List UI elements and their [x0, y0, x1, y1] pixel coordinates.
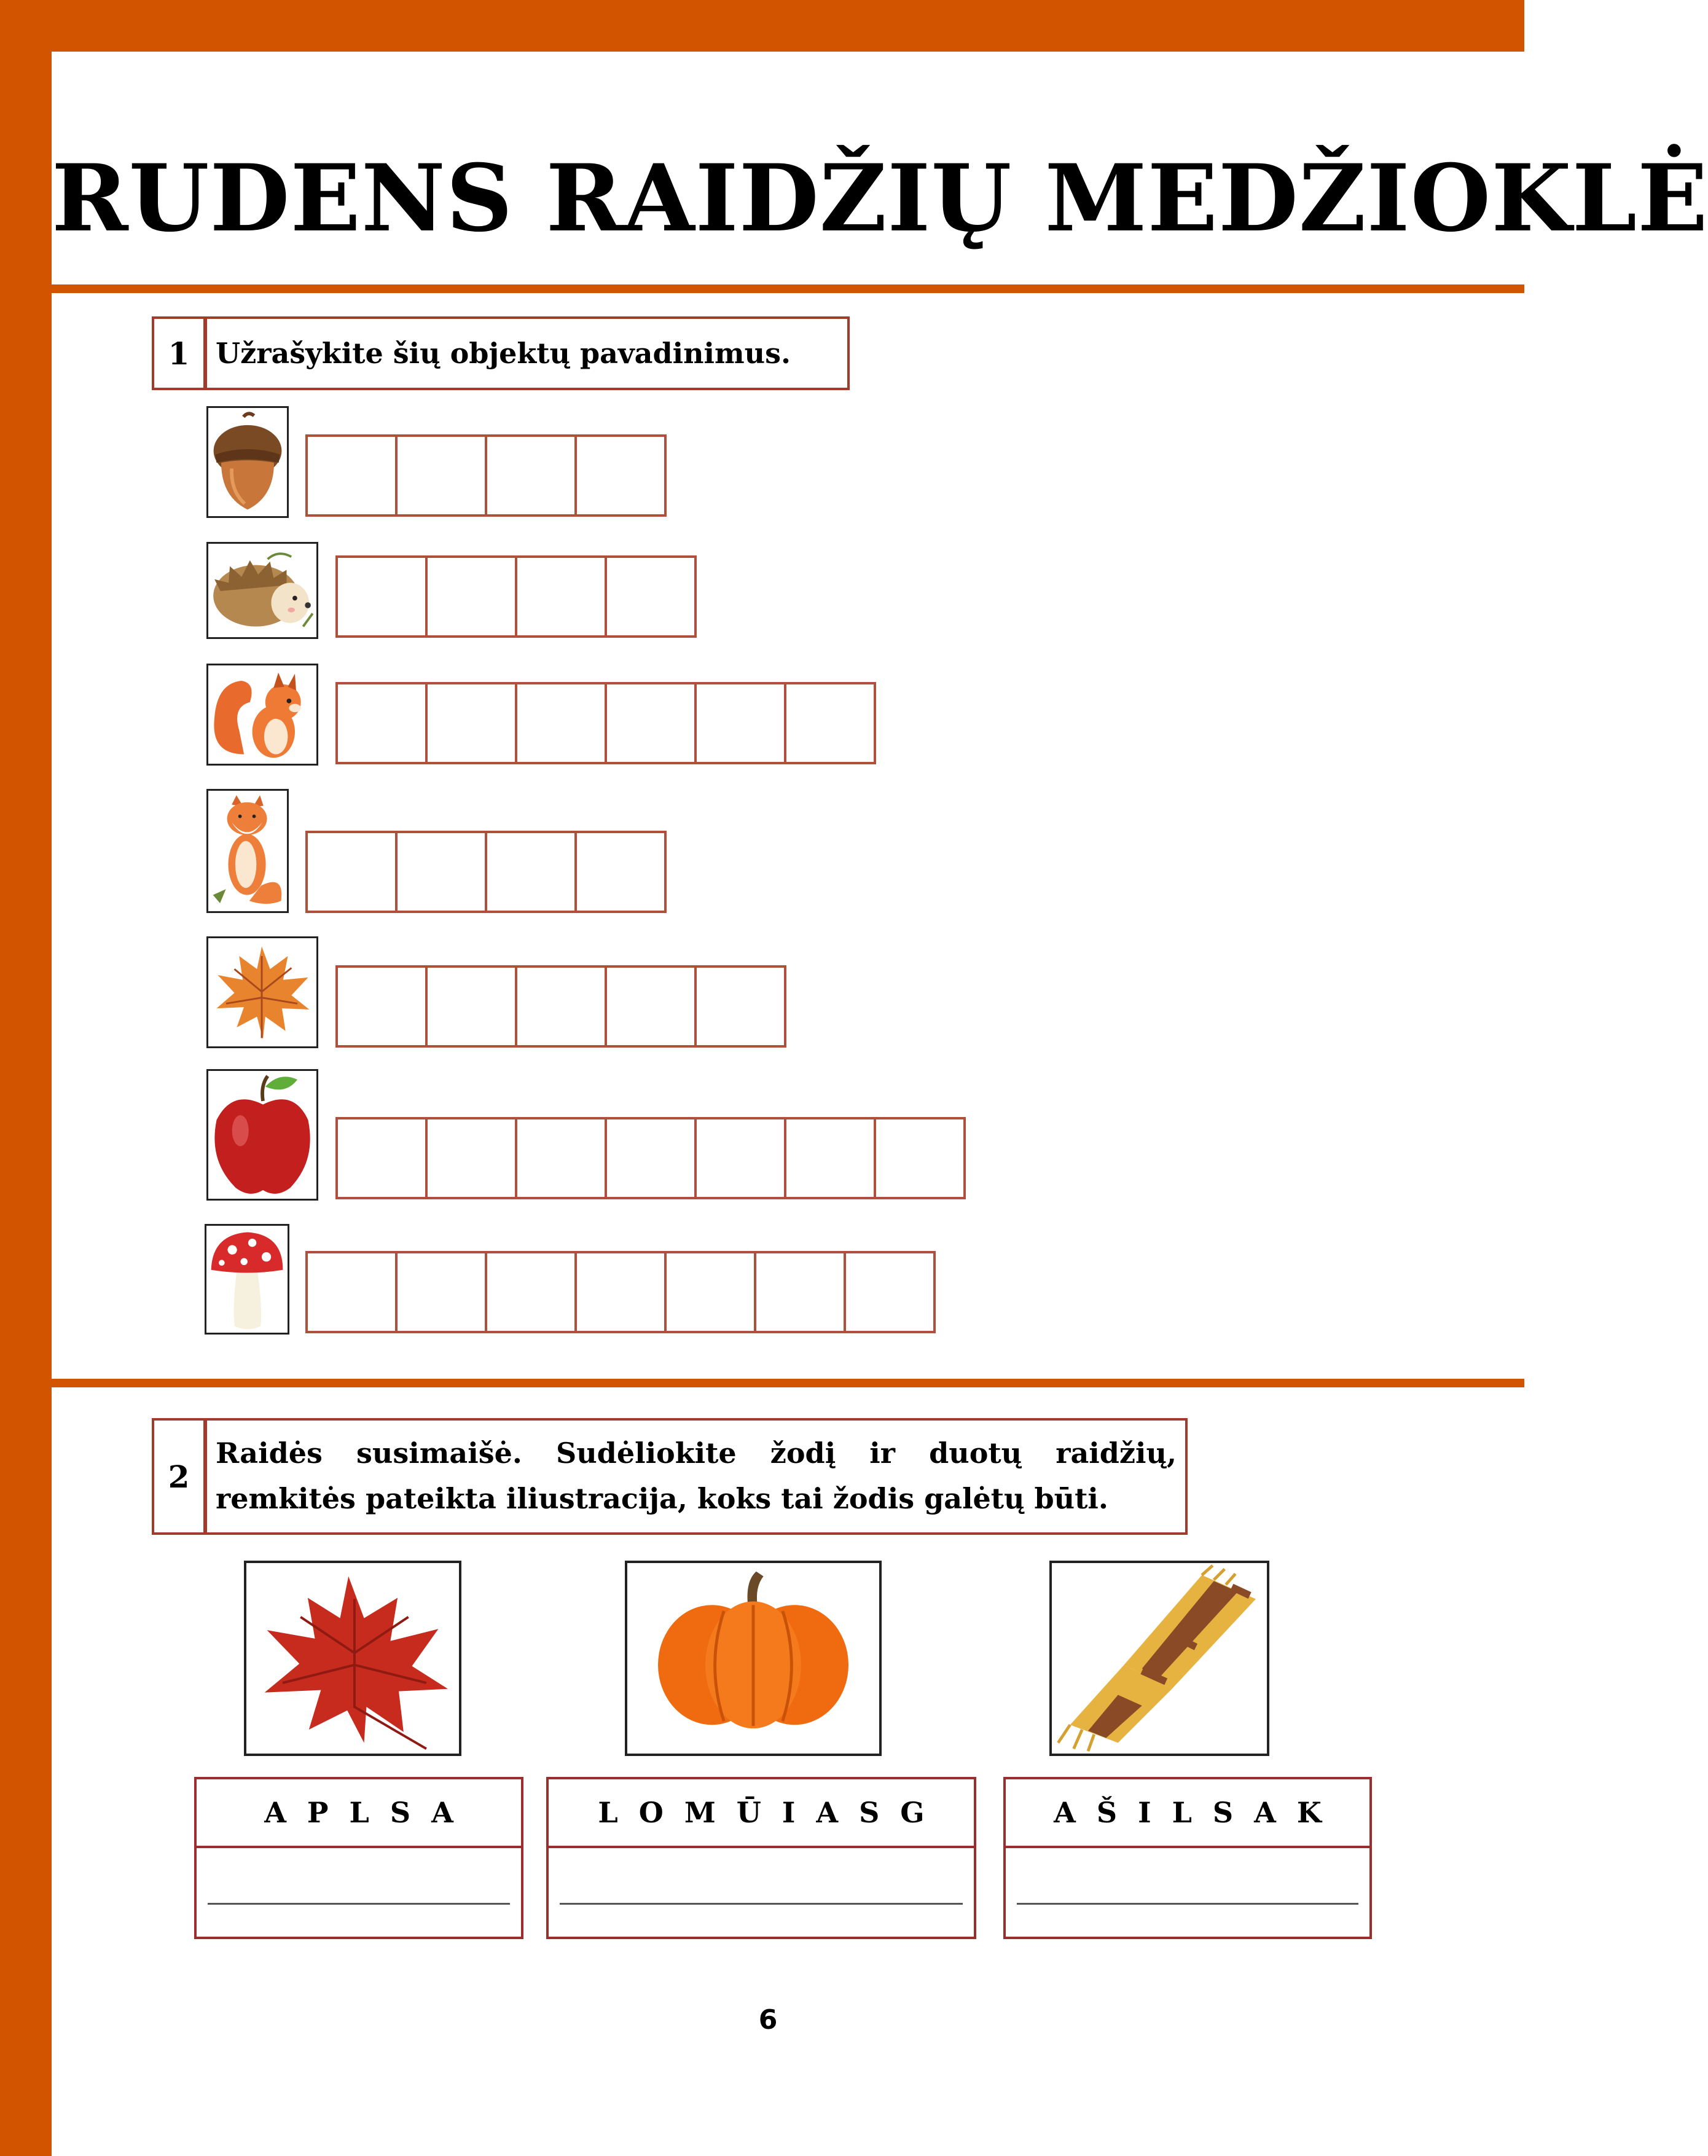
page-title: RUDENS RAIDŽIŲ MEDŽIOKLĖ	[52, 144, 1708, 253]
letter-cell[interactable]	[395, 831, 487, 913]
letter-cell[interactable]	[425, 682, 517, 764]
letter-cell[interactable]	[844, 1251, 936, 1333]
answer-row-2	[335, 555, 694, 638]
pumpkin-icon	[625, 1561, 882, 1756]
letter-cell[interactable]	[335, 682, 428, 764]
letter-cell[interactable]	[754, 1251, 846, 1333]
squirrel-icon	[206, 664, 318, 766]
divider-top	[52, 284, 1524, 293]
letter-cell[interactable]	[515, 555, 607, 638]
scarf-icon	[1049, 1561, 1269, 1756]
scrambled-word-2	[546, 1777, 976, 1939]
top-accent-bar	[0, 0, 1524, 52]
answer-line[interactable]	[208, 1903, 510, 1905]
fox-icon	[206, 789, 289, 913]
letter-cell[interactable]	[335, 555, 428, 638]
letter-cell[interactable]	[485, 1251, 577, 1333]
letter-cell[interactable]	[605, 555, 697, 638]
letter-cell[interactable]	[305, 434, 398, 517]
letter-cell[interactable]	[305, 1251, 398, 1333]
letter-cell[interactable]	[605, 1117, 697, 1199]
letter-cell[interactable]	[574, 831, 667, 913]
letter-cell[interactable]	[605, 965, 697, 1048]
letter-cell[interactable]	[425, 555, 517, 638]
answer-row-1	[305, 434, 664, 517]
letter-cell[interactable]	[395, 1251, 487, 1333]
letter-cell[interactable]	[335, 1117, 428, 1199]
answer-row-4	[305, 831, 664, 913]
answer-row-7	[305, 1251, 933, 1333]
letter-cell[interactable]	[784, 1117, 876, 1199]
letter-cell[interactable]	[784, 682, 876, 764]
letter-cell[interactable]	[694, 1117, 786, 1199]
letter-cell[interactable]	[574, 434, 667, 517]
divider-middle	[52, 1379, 1524, 1387]
letter-cell[interactable]	[425, 965, 517, 1048]
apple-icon	[206, 1069, 318, 1201]
mushroom-icon	[205, 1224, 289, 1335]
scrambled-letters: APLSA	[197, 1779, 521, 1848]
letter-cell[interactable]	[515, 682, 607, 764]
exercise-1-number: 1	[152, 316, 206, 390]
left-accent-bar	[0, 0, 52, 2156]
letter-cell[interactable]	[605, 682, 697, 764]
letter-cell[interactable]	[664, 1251, 756, 1333]
answer-line[interactable]	[560, 1903, 963, 1905]
exercise-1-instruction: Užrašykite šių objektų pavadinimus.	[205, 316, 850, 390]
maple-leaf-icon	[206, 936, 318, 1048]
page-number: 6	[758, 2004, 778, 2036]
letter-cell[interactable]	[395, 434, 487, 517]
answer-row-6	[335, 1117, 963, 1199]
letter-cell[interactable]	[425, 1117, 517, 1199]
letter-cell[interactable]	[515, 965, 607, 1048]
letter-cell[interactable]	[694, 682, 786, 764]
acorn-icon	[206, 406, 289, 518]
letter-cell[interactable]	[874, 1117, 966, 1199]
answer-row-3	[335, 682, 874, 764]
letter-cell[interactable]	[694, 965, 786, 1048]
scrambled-letters: AŠILSAK	[1006, 1779, 1369, 1848]
letter-cell[interactable]	[335, 965, 428, 1048]
answer-row-5	[335, 965, 784, 1048]
exercise-2-instruction: Raidės susimaišė. Sudėliokite žodį ir duotų raidžių, remkitės pateikta iliustracija, koks tai žodis galėtų būti.	[205, 1418, 1188, 1535]
scrambled-word-1	[194, 1777, 523, 1939]
letter-cell[interactable]	[305, 831, 398, 913]
letter-cell[interactable]	[515, 1117, 607, 1199]
exercise-2-number: 2	[152, 1418, 206, 1535]
red-maple-leaf-icon	[244, 1561, 461, 1756]
letter-cell[interactable]	[485, 831, 577, 913]
scrambled-letters: LOMŪIASG	[549, 1779, 974, 1848]
hedgehog-icon	[206, 542, 318, 639]
answer-line[interactable]	[1017, 1903, 1358, 1905]
letter-cell[interactable]	[574, 1251, 667, 1333]
scrambled-word-3	[1003, 1777, 1372, 1939]
letter-cell[interactable]	[485, 434, 577, 517]
